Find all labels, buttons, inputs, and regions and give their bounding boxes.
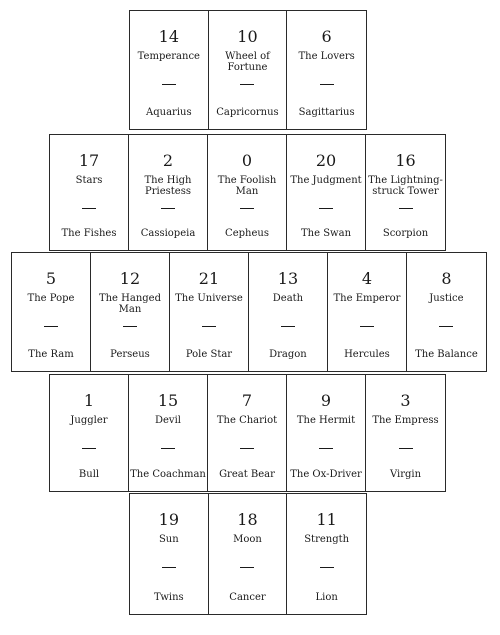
card-title: Sun (158, 534, 179, 545)
tarot-card (287, 11, 366, 129)
tarot-card (209, 11, 288, 129)
card-correspondence: Cassiopeia (140, 228, 196, 239)
card-number: 18 (237, 510, 258, 529)
card-number: 8 (441, 269, 452, 288)
tarot-card (249, 253, 328, 371)
dash-divider (281, 326, 295, 327)
dash-divider (360, 326, 374, 327)
card-title: Devil (155, 415, 181, 426)
dash-divider (320, 84, 334, 85)
dash-divider (319, 448, 333, 449)
dash-divider (162, 567, 176, 568)
card-title: The Empress (372, 415, 439, 426)
card-title: Death (272, 293, 304, 304)
card-correspondence: Perseus (110, 349, 150, 360)
card-correspondence: The Swan (300, 228, 352, 239)
card-correspondence: The Ram (28, 349, 74, 360)
dash-divider (240, 567, 254, 568)
card-correspondence: Capricornus (216, 107, 279, 118)
tarot-card (170, 253, 249, 371)
card-correspondence: Cancer (229, 592, 266, 603)
card-title: The Emperor (333, 293, 401, 304)
tarot-card (12, 253, 91, 371)
tarot-card (208, 375, 287, 491)
tarot-card (287, 375, 366, 491)
card-number: 6 (321, 27, 332, 46)
tarot-card (91, 253, 170, 371)
dash-divider (439, 326, 453, 327)
card-correspondence: The Ox-Driver (290, 469, 362, 480)
tarot-card (366, 375, 445, 491)
dash-divider (161, 208, 175, 209)
card-number: 9 (320, 391, 332, 410)
tarot-card (209, 494, 288, 614)
card-title: Justice (429, 293, 464, 304)
tarot-card (407, 253, 486, 371)
card-correspondence: The Coachman (130, 469, 206, 480)
card-number: 12 (119, 269, 141, 288)
card-number: 20 (315, 151, 337, 170)
card-title: Juggler (70, 415, 108, 426)
dash-divider (162, 84, 176, 85)
tarot-card (50, 135, 129, 250)
dash-divider (320, 567, 334, 568)
card-number: 13 (277, 269, 299, 288)
card-correspondence: Twins (154, 592, 184, 603)
card-title: The Universe (175, 293, 243, 304)
tarot-card (129, 135, 208, 250)
card-correspondence: Hercules (344, 349, 390, 360)
dash-divider (399, 448, 413, 449)
tarot-card (287, 494, 366, 614)
card-correspondence: Lion (315, 592, 338, 603)
tarot-card (130, 11, 209, 129)
card-number: 10 (237, 27, 258, 46)
card-title: The Lightning- struck Tower (368, 175, 443, 197)
card-number: 21 (198, 269, 220, 288)
tarot-card (366, 135, 445, 250)
card-correspondence: Pole Star (185, 349, 233, 360)
card-correspondence: Scorpion (382, 228, 429, 239)
card-number: 15 (157, 391, 179, 410)
card-correspondence: The Fishes (61, 228, 117, 239)
row-5 (129, 493, 367, 615)
tarot-card (208, 135, 287, 250)
card-correspondence: Great Bear (219, 469, 275, 480)
card-number: 17 (78, 151, 100, 170)
dash-divider (240, 448, 254, 449)
card-correspondence: Aquarius (146, 107, 192, 118)
card-number: 5 (45, 269, 57, 288)
card-title: The Foolish Man (217, 175, 277, 197)
card-correspondence: Sagittarius (298, 107, 355, 118)
card-correspondence: Cepheus (225, 228, 269, 239)
dash-divider (44, 326, 58, 327)
dash-divider (399, 208, 413, 209)
card-title: The Chariot (216, 415, 278, 426)
card-title: Stars (75, 175, 103, 186)
card-title: Moon (233, 534, 262, 545)
dash-divider (82, 448, 96, 449)
row-1 (129, 10, 367, 130)
card-number: 4 (361, 269, 373, 288)
card-correspondence: Virgin (389, 469, 422, 480)
row-4 (49, 374, 446, 492)
card-title: The Hanged Man (98, 293, 161, 315)
card-number: 2 (162, 151, 174, 170)
tarot-card (287, 135, 366, 250)
dash-divider (240, 208, 254, 209)
card-number: 11 (316, 510, 337, 529)
card-number: 14 (158, 27, 179, 46)
tarot-card (129, 375, 208, 491)
card-title: Temperance (137, 51, 200, 62)
card-number: 7 (241, 391, 253, 410)
card-title: The Judgment (290, 175, 362, 186)
card-number: 16 (395, 151, 416, 170)
card-title: The High Priestess (144, 175, 192, 197)
dash-divider (202, 326, 216, 327)
card-correspondence: Bull (78, 469, 100, 480)
tarot-card (328, 253, 407, 371)
card-title: The Lovers (298, 51, 355, 62)
dash-divider (82, 208, 96, 209)
card-number: 3 (400, 391, 411, 410)
card-title: The Hermit (296, 415, 356, 426)
card-number: 0 (241, 151, 253, 170)
dash-divider (161, 448, 175, 449)
card-number: 1 (83, 391, 95, 410)
card-title: Wheel of Fortune (225, 51, 270, 73)
card-title: The Pope (27, 293, 75, 304)
card-title: Strength (304, 534, 350, 545)
tarot-card (130, 494, 209, 614)
dash-divider (319, 208, 333, 209)
card-correspondence: Dragon (269, 349, 307, 360)
card-number: 19 (158, 510, 179, 529)
row-2 (49, 134, 446, 251)
tarot-card (50, 375, 129, 491)
dash-divider (123, 326, 137, 327)
card-correspondence: The Balance (415, 349, 478, 360)
row-3 (11, 252, 487, 372)
dash-divider (240, 84, 254, 85)
